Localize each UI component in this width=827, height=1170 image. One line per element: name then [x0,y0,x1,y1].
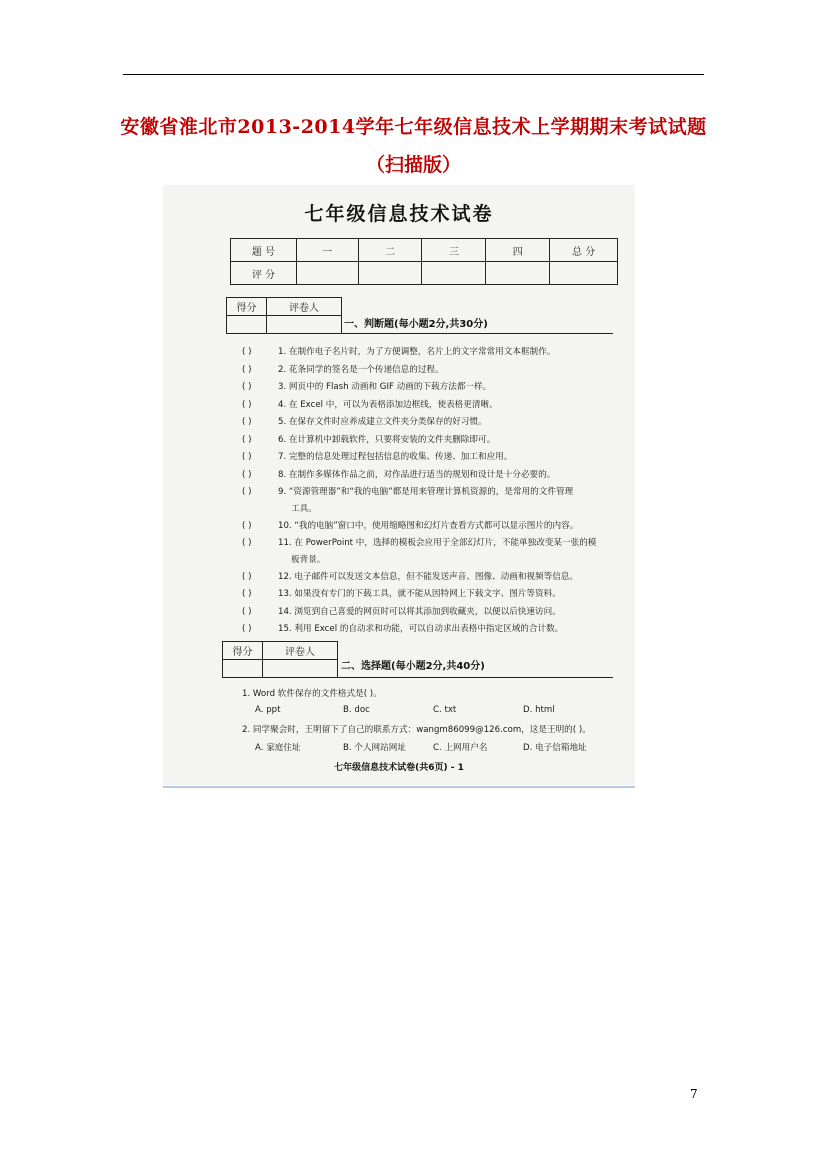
question-text: 12. 电子邮件可以发送文本信息，但不能发送声音、图像、动画和视频等信息。 [278,572,578,582]
question-text: 3. 网页中的 Flash 动画和 GIF 动画的下载方法都一样。 [278,382,492,392]
exam-title: 七年级信息技术试卷 [304,203,494,225]
answer-paren: ( ) [242,382,252,392]
question-text-continuation: 板背景。 [291,555,326,565]
document-title: 安徽省淮北市2013-2014学年七年级信息技术上学期期末考试试题 [120,116,707,138]
answer-paren: ( ) [242,607,252,617]
question-text: 4. 在 Excel 中，可以为表格添加边框线，使表格更清晰。 [278,400,498,410]
tf-question [242,469,632,481]
tf-question [242,520,632,532]
tf-question [242,606,632,618]
answer-paren: ( ) [242,435,252,445]
score-table [230,238,618,285]
exam-footer: 七年级信息技术试卷(共6页) - 1 [334,763,464,773]
score-table-cell: 题 号 [231,239,297,262]
tf-question [242,623,632,635]
score-table-cell: 评 分 [231,262,297,285]
score-table-cell [486,262,550,285]
section2-heading: 二、选择题(每小题2分,共40分) [341,661,485,672]
answer-paren: ( ) [242,624,252,634]
grader-name-cell [263,660,338,678]
question-text: 1. 在制作电子名片时，为了方便调整，名片上的文字常常用文本框制作。 [278,347,556,357]
score-table-cell: 一 [296,239,358,262]
grader-score-cell [223,660,263,678]
question-text: 8. 在制作多媒体作品之前，对作品进行适当的规划和设计是十分必要的。 [278,470,556,480]
grader-score-label: 得分 [223,642,263,660]
tf-question [242,434,632,446]
answer-paren: ( ) [242,470,252,480]
grader-box-section1 [226,297,342,334]
score-table-header-row [231,239,618,262]
mc-question: 2. 同学聚会时，王明留下了自己的联系方式：wangm86099@126.com，这是王明的( )。 [242,725,591,735]
section2-rule [222,677,613,678]
grader-box-section2 [222,641,338,678]
scan-bottom-rule [163,786,635,788]
mc-option: A. 家庭住址 [255,743,301,753]
score-table-cell [422,262,486,285]
tf-question [242,588,632,600]
tf-question [242,346,632,358]
header-rule [123,74,704,75]
score-table-cell [358,262,422,285]
grader-name-label: 评卷人 [263,642,338,660]
scanned-exam-image [163,185,635,785]
answer-paren: ( ) [242,452,252,462]
answer-paren: ( ) [242,347,252,357]
document-subtitle: （扫描版） [365,154,461,176]
score-table-cell [296,262,358,285]
tf-question [242,537,632,549]
section1-rule [226,333,613,334]
question-text: 6. 在计算机中卸载软件，只要将安装的文件夹删除即可。 [278,435,496,445]
mc-question: 1. Word 软件保存的文件格式是( )。 [242,689,382,699]
answer-paren: ( ) [242,572,252,582]
mc-option: C. txt [433,705,457,715]
grader-score-cell [227,316,267,334]
question-text: 13. 如果没有专门的下载工具，就不能从因特网上下载文字、图片等资料。 [278,589,561,599]
section1-heading: 一、判断题(每小题2分,共30分) [344,319,488,330]
question-text: 14. 浏览到自己喜爱的网页时可以将其添加到收藏夹，以便以后快速访问。 [278,607,561,617]
question-text: 10. “我的电脑”窗口中，使用缩略图和幻灯片查看方式都可以显示图片的内容。 [278,521,579,531]
score-table-cell: 四 [486,239,550,262]
grader-score-label: 得分 [227,298,267,316]
question-text: 2. 花条同学的签名是一个传递信息的过程。 [278,365,444,375]
grader-name-cell [267,316,342,334]
score-table-cell: 二 [358,239,422,262]
score-table-cell: 总 分 [550,239,618,262]
mc-option: C. 上网用户名 [433,743,488,753]
score-table-cell: 三 [422,239,486,262]
tf-question [242,364,632,376]
question-text-continuation: 工具。 [291,504,317,514]
mc-option: B. 个人网站网址 [343,743,406,753]
score-table-cell [550,262,618,285]
tf-question [242,399,632,411]
question-text: 11. 在 PowerPoint 中，选择的模板会应用于全部幻灯片，不能单独改变某一张的模 [278,538,597,548]
answer-paren: ( ) [242,538,252,548]
score-table-score-row [231,262,618,285]
tf-question [242,381,632,393]
answer-paren: ( ) [242,417,252,427]
answer-paren: ( ) [242,365,252,375]
question-text: 7. 完整的信息处理过程包括信息的收集、传递、加工和应用。 [278,452,513,462]
answer-paren: ( ) [242,487,252,497]
mc-option: A. ppt [255,705,281,715]
tf-question [242,451,632,463]
tf-question [242,571,632,583]
page-number: 7 [690,1087,698,1101]
question-text: 9. “资源管理器”和“我的电脑”都是用来管理计算机资源的，是常用的文件管理 [278,487,574,497]
mc-option: B. doc [343,705,370,715]
mc-option: D. html [523,705,555,715]
tf-question [242,416,632,428]
grader-name-label: 评卷人 [267,298,342,316]
tf-question [242,486,632,498]
answer-paren: ( ) [242,400,252,410]
mc-option: D. 电子信箱地址 [523,743,587,753]
question-text: 5. 在保存文件时应养成建立文件夹分类保存的好习惯。 [278,417,487,427]
question-text: 15. 利用 Excel 的自动求和功能，可以自动求出表格中指定区域的合计数。 [278,624,564,634]
answer-paren: ( ) [242,589,252,599]
answer-paren: ( ) [242,521,252,531]
